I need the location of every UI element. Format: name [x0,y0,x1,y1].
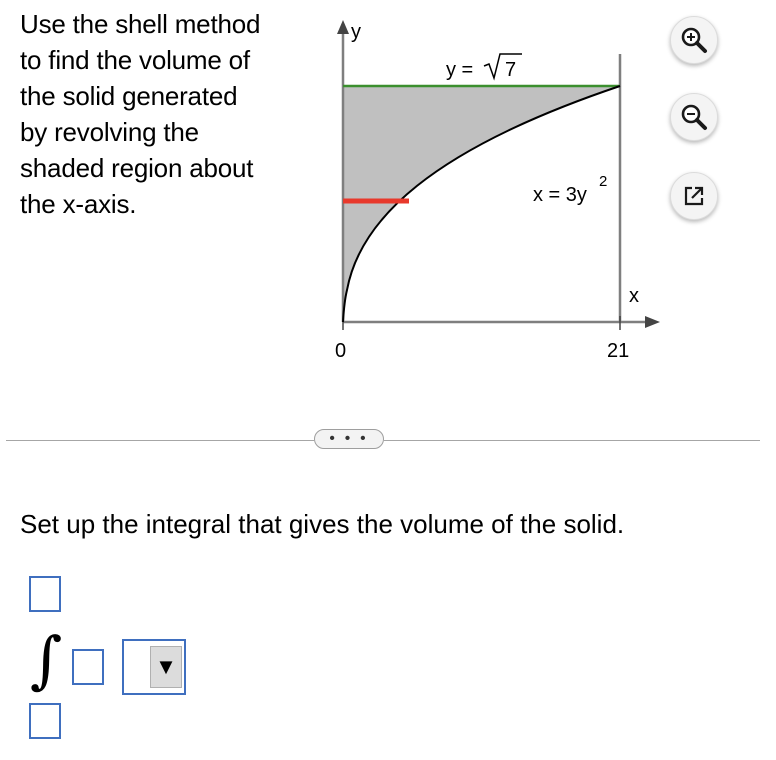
show-more-button[interactable]: • • • [314,429,384,449]
x-axis-arrow [645,316,660,328]
setup-instruction: Set up the integral that gives the volume of the solid. [20,509,625,539]
origin-label: 0 [335,340,347,362]
popout-icon [681,183,707,209]
lower-limit-input[interactable] [29,703,61,739]
dropdown-arrow-icon: ▼ [150,646,182,688]
question-line: Use the shell method [20,9,261,39]
zoom-in-icon [679,25,709,55]
question-line: to find the volume of [20,45,250,75]
question-line: shaded region about [20,153,254,183]
divider-left [6,440,314,441]
differential-dropdown[interactable] [122,639,186,695]
upper-limit-input[interactable] [29,576,61,612]
question-line: the x-axis. [20,189,137,219]
question-line: the solid generated [20,81,238,111]
region-graph [0,0,660,370]
integral-symbol: ∫ [30,623,63,696]
x-tick-label: 21 [607,340,630,362]
line-label-radicand: 7 [505,59,517,81]
y-axis-label: y [351,21,361,43]
x-axis-label: x [629,285,639,307]
divider-right [384,440,760,441]
integrand-input[interactable] [72,649,104,685]
zoom-in-button[interactable] [670,16,718,64]
question-line: by revolving the [20,117,199,147]
zoom-out-button[interactable] [670,93,718,141]
curve-label-base: x = 3y [533,184,587,206]
popout-button[interactable] [670,172,718,220]
curve-label-exponent: 2 [599,173,608,190]
line-label-prefix: y = [446,59,479,81]
radical-sign [484,54,522,78]
y-axis-arrow [337,20,349,34]
zoom-out-icon [679,102,709,132]
